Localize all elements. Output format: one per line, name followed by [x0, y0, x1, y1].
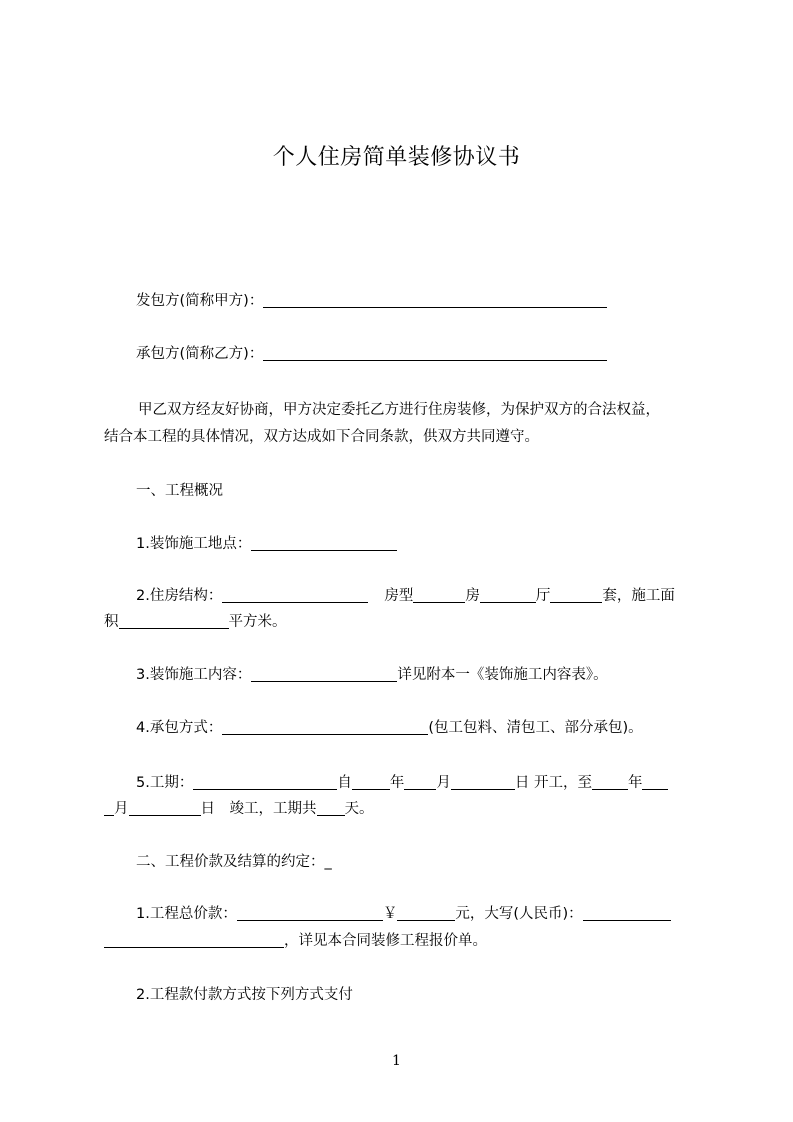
end-day-blank[interactable]	[129, 798, 201, 816]
construction-address-blank[interactable]	[251, 533, 397, 551]
total-days-blank[interactable]	[317, 798, 345, 816]
item-2-label: 2.住房结构：	[136, 588, 223, 604]
price-words-blank-a[interactable]	[583, 903, 671, 921]
item-2-suite: 套，施工面	[602, 588, 675, 604]
party-a-blank[interactable]	[263, 290, 607, 308]
party-b-label: 承包方(简称乙方)：	[136, 346, 264, 362]
price-line-2	[104, 927, 704, 955]
item-2-room: 房	[465, 588, 480, 604]
contract-method-blank[interactable]	[222, 717, 428, 735]
item-5-year-2: 年	[627, 775, 643, 791]
item-3-suffix: 详见附本一《装饰施工内容表》。	[397, 667, 608, 683]
section-1-heading: 一、工程概况	[136, 483, 223, 499]
item-5-year: 年	[389, 775, 405, 791]
item-5-month: 月	[436, 775, 451, 791]
item-4-label: 4.承包方式：	[136, 720, 223, 736]
item-2-area-unit: 平方米。	[228, 614, 287, 630]
price-words-blank-b[interactable]	[104, 930, 284, 948]
price-currency: ￥	[382, 906, 398, 922]
party-b-blank[interactable]	[263, 343, 607, 361]
item-2-line-2	[104, 608, 704, 636]
housing-structure-blank[interactable]	[222, 585, 368, 603]
construction-content-blank[interactable]	[251, 664, 397, 682]
intro-line-2: 结合本工程的具体情况，双方达成如下合同条款，供双方共同遵守。	[104, 429, 539, 445]
price-line	[104, 900, 736, 928]
party-b-line	[104, 340, 736, 368]
item-2-line	[104, 582, 736, 610]
start-month-blank[interactable]	[404, 772, 436, 790]
item-3-label: 3.装饰施工内容：	[136, 667, 252, 683]
duration-blank[interactable]	[193, 772, 337, 790]
item-5-line-2	[104, 795, 704, 823]
item-2-area-prefix: 积	[104, 614, 119, 630]
section-2-tail: _	[324, 854, 332, 870]
item-5-from: 自	[337, 775, 352, 791]
item-2-layout: 房型	[384, 588, 414, 604]
item-5-day-end: 日 竣工，工期共	[200, 801, 317, 817]
end-month-blank-a[interactable]	[642, 772, 668, 790]
page-number: 1	[392, 1053, 401, 1069]
item-4-suffix: (包工包料、清包工、部分承包)。	[428, 720, 643, 736]
end-month-blank-b[interactable]	[104, 798, 114, 816]
item-2-hall: 厅	[535, 588, 551, 604]
hall-count-blank[interactable]	[480, 585, 536, 603]
item-5-label: 5.工期：	[136, 775, 194, 791]
total-price-blank[interactable]	[237, 903, 383, 921]
end-year-blank[interactable]	[592, 772, 628, 790]
area-blank[interactable]	[119, 611, 229, 629]
payment-line: 2.工程款付款方式按下列方式支付	[136, 987, 353, 1003]
price-amount-blank[interactable]	[397, 903, 455, 921]
start-day-blank[interactable]	[451, 772, 515, 790]
start-year-blank[interactable]	[352, 772, 390, 790]
document-title: 个人住房简单装修协议书	[272, 145, 521, 170]
item-5-line	[104, 769, 736, 797]
room-count-blank[interactable]	[413, 585, 465, 603]
section-2-heading-line	[104, 848, 736, 876]
item-1-label: 1.装饰施工地点：	[136, 536, 252, 552]
item-1-line	[104, 530, 736, 558]
price-label: 1.工程总价款：	[136, 906, 237, 922]
item-5-day-start: 日 开工，至	[514, 775, 592, 791]
intro-line-1: 甲乙双方经友好协商，甲方决定委托乙方进行住房装修，为保护双方的合法权益，	[138, 402, 660, 418]
item-4-line	[104, 714, 736, 742]
party-a-line	[104, 287, 736, 315]
suite-count-blank[interactable]	[550, 585, 602, 603]
price-yuan: 元，大写(人民币)：	[455, 906, 583, 922]
item-5-days: 天。	[344, 801, 374, 817]
price-suffix: ，详见本合同装修工程报价单。	[284, 933, 487, 949]
section-2-heading: 二、工程价款及结算的约定：	[136, 854, 325, 870]
item-3-line	[104, 661, 736, 689]
item-5-month-2: 月	[114, 801, 129, 817]
party-a-label: 发包方(简称甲方)：	[136, 293, 264, 309]
